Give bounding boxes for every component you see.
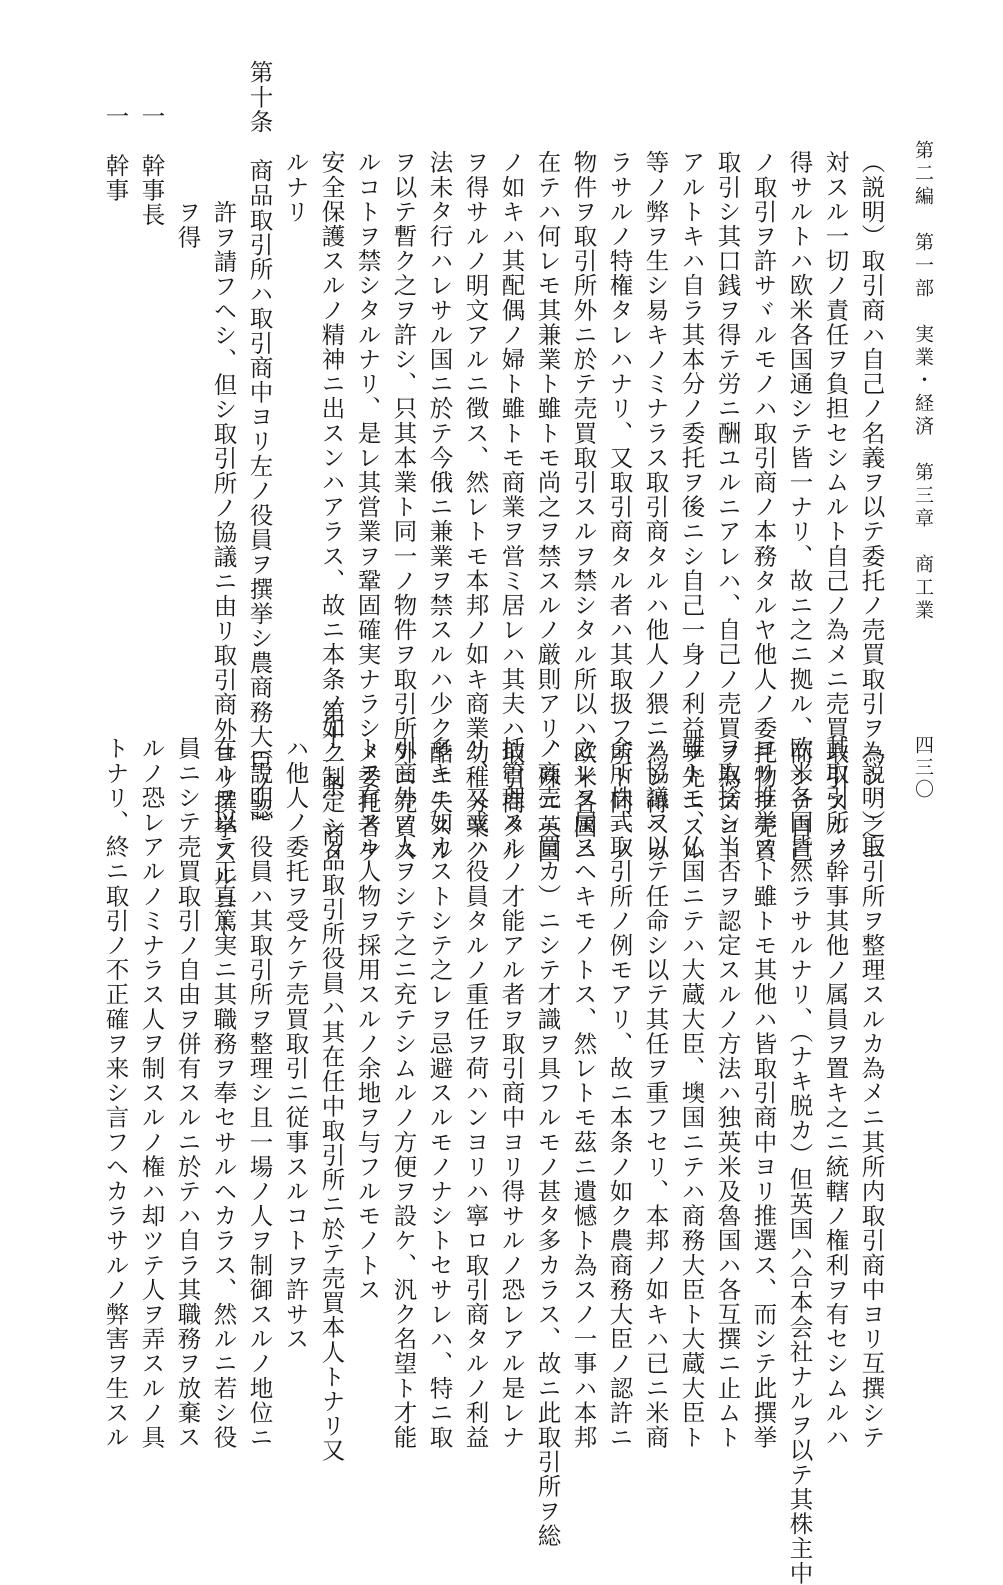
text-column: 引商外ノ人ヲシテ之ニ充テシムルノ方便ヲ設ケ、汎ク名望ト才能: [389, 736, 418, 1450]
text-column: （説明）役員ハ其取引所ヲ整理シ且一場ノ人ヲ制御スルノ地位ニ: [245, 736, 274, 1450]
text-column: 法未タ行ハレサル国ニ於テ今俄ニ兼業ヲ禁スルハ少ク酷ニ失スル: [425, 150, 454, 864]
text-column: ノ如キハ其配偶ノ婦ト雖トモ商業ヲ営ミ居レハ其夫ハ取引商タル: [497, 150, 526, 864]
text-column: ノ協議ヲ以テ任命シ以テ其任ヲ重フセリ、本邦ノ如キハ已ニ米商: [641, 736, 670, 1450]
text-column: ヲ得サルノ明文アルニ徴ス、然レトモ本邦ノ如キ商業幼稚分業ノ: [461, 150, 490, 864]
text-column: 許ヲ請フヘシ、但シ取引所ノ協議ニ由リ取引商外ヨリ撰挙スルコト: [209, 200, 238, 938]
text-column: トナリ、終ニ取引ノ不正確ヲ来シ言フヘカラサルノ弊害ヲ生スル: [101, 736, 130, 1450]
text-column: ラサルノ特権タレハナリ、又取引商タル者ハ其取扱フ所ト同一ノ: [605, 150, 634, 864]
text-column: 員ニシテ売買取引ノ自由ヲ併有スルニ於テハ自ラ其職務ヲ放棄ス: [173, 736, 202, 1450]
text-column: 第十一条 商品取引所役員ハ其在任中取引所ニ於テ売買本人トナリ又: [317, 700, 346, 1463]
text-column: 括管理スルノ才能アル者ヲ取引商中ヨリ得サルノ恐レアル是レナ: [497, 736, 526, 1450]
text-column: 其取引所ノ幹事其他ノ属員ヲ置キ之ニ統轄ノ権利ヲ有セシムルハ: [821, 736, 850, 1450]
text-column: ハ他人ノ委托ヲ受ケテ売買取引ニ従事スルコトヲ許サス: [281, 736, 310, 1351]
text-column: 在ルヲ以テ正真篤実ニ其職務ヲ奉セサルヘカラス、然ルニ若シ役: [209, 736, 238, 1450]
text-column: 多キニ如カストシテ之レヲ忌避スルモノナシトセサレハ、特ニ取: [425, 736, 454, 1450]
text-column: 会所株式取引所ノ例モアリ、故ニ本条ノ如ク農商務大臣ノ認許ニ: [605, 736, 634, 1450]
text-column: ヲ得: [173, 200, 202, 250]
text-column: ヲ取捨シ当否ヲ認定スルノ方法ハ独英米及魯国ハ各互撰ニ止ムト: [713, 736, 742, 1450]
text-column: 一 幹事: [101, 104, 130, 203]
text-column: 第十条 商品取引所ハ取引商中ヨリ左ノ役員ヲ撰挙シ農商務大臣ノ認: [245, 60, 274, 823]
text-column: ノ取引ヲ許サヾルモノハ取引商ノ本務タルヤ他人ノ委托物ヲ売買: [749, 150, 778, 864]
text-column: ノ商売（買カ）ニシテ才識ヲ具フルモノ甚タ多カラス、故ニ此取引所ヲ総: [533, 736, 562, 1548]
text-column: 欧米各国皆然ラサルナリ、（ナキ脱カ）但英国ハ合本会社ナルヲ以テ其株主中: [785, 736, 814, 1585]
text-column: ヨリ推挙スト雖トモ其他ハ皆取引商中ヨリ推選ス、而シテ此撰挙: [749, 736, 778, 1450]
page-number: 四三〇: [912, 735, 934, 801]
text-column: ルコトヲ禁シタルナリ、是レ其営業ヲ鞏固確実ナラシメ委托者ヲ: [353, 150, 382, 864]
text-column: 得サルトハ欧米各国通シテ皆一ナリ、故ニ之ニ拠ル、而シテ自己: [785, 150, 814, 864]
text-column: 之レヲ属スヘキモノトス、然レトモ茲ニ遺憾ト為スノ一事ハ本邦: [569, 736, 598, 1450]
text-column: 対スル一切ノ責任ヲ負担セシムルト自己ノ為メニ売買取引スルヲ: [821, 150, 850, 864]
text-column: ルノ恐レアルノミナラス人ヲ制スルノ権ハ却ツテ人ヲ弄スルノ具: [137, 736, 166, 1450]
text-column: ルナリ: [281, 150, 310, 224]
text-column: ヲ以テ暫ク之ヲ許シ、只其本業ト同一ノ物件ヲ取引所外ニ売買ス: [389, 150, 418, 864]
text-column: 在テハ何レモ其兼業ト雖トモ尚之ヲ禁スルノ厳則アリ、殊ニ英国: [533, 150, 562, 864]
text-column: 一 幹事長: [137, 104, 166, 227]
text-column: 安全保護スルノ精神ニ出スンハアラス、故ニ本条ノ如ク制定シタ: [317, 150, 346, 864]
text-column: （説明）取引商ハ自己ノ名義ヲ以テ委托ノ売買取引ヲ為シ、之ニ: [857, 150, 886, 864]
text-column: 雖トモ、仏国ニテハ大蔵大臣、墺国ニテハ商務大臣ト大蔵大臣ト: [677, 736, 706, 1450]
text-column: アルトキハ自ラ其本分ノ委托ヲ後ニシ自己一身ノ利益ヲ先ニスル: [677, 150, 706, 864]
text-column: 取引シ其口銭ヲ得テ労ニ酬ユルニアレハ、自己ノ売買ヲ為スコト: [713, 150, 742, 864]
running-header: 第二編 第一部 実業・経済 第三章 商工業: [912, 140, 934, 623]
text-column: 等ノ弊ヲ生シ易キノミナラス取引商タルハ他人ノ猥ニ為シ得ヘカ: [641, 150, 670, 864]
text-column: トヲ有スル人物ヲ採用スルノ余地ヲ与フルモノトス: [353, 736, 382, 1302]
text-column: リ、又或ハ役員タルノ重任ヲ荷ハンヨリハ寧ロ取引商タルノ利益: [461, 736, 490, 1450]
text-column: 物件ヲ取引所外ニ於テ売買取引スルヲ禁シタル所以ハ欧米各国ニ: [569, 150, 598, 864]
text-column: （説明）取引所ヲ整理スルカ為メニ其所内取引商中ヨリ互撰シテ: [857, 736, 886, 1450]
